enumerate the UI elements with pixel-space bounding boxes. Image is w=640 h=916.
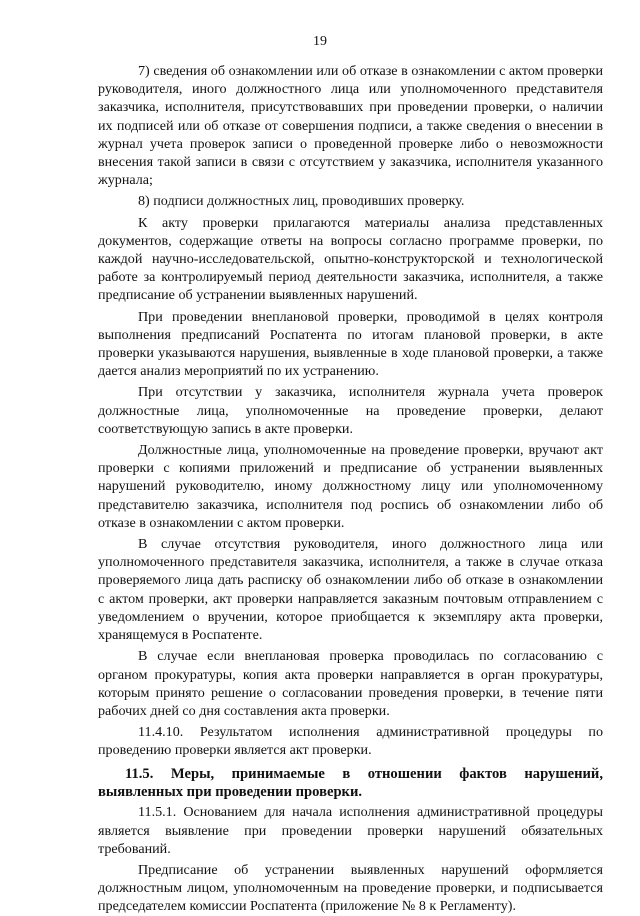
paragraph-11-4-10: 11.4.10. Результатом исполнения административной процедуры по проведению проверки является акт проверки. (98, 724, 603, 759)
paragraph-prosecutor-copy: В случае если внеплановая проверка проводилась по согласованию с органом прокуратуры, копия акта проверки направляется в орган прокуратуры, которым принято решение о согласовании проведения проверки, в течение пяти рабочих дней со дня составления акта проверки. (98, 648, 603, 719)
paragraph-delivery-of-act: Должностные лица, уполномоченные на проведение проверки, вручают акт проверки с копиями приложений и предписание об устранении выявленных нарушений руководителю, иному должностному лицу или уполномоченному представителю заказчика, исполнителя под роспись об ознакомлении либо об отказе в ознакомлении с актом проверки. (98, 442, 603, 531)
section-heading-11-5: 11.5. Меры, принимаемые в отношении фактов нарушений, выявленных при проведении проверки. (98, 765, 603, 800)
paragraph-order-issuance: Предписание об устранении выявленных нарушений оформляется должностным лицом, уполномоченным на проведение проверки, и подписывается председателем комиссии Роспатента (приложение № 8 к Регламенту). (98, 861, 603, 915)
paragraph-11-5-1: 11.5.1. Основанием для начала исполнения административной процедуры является выявление при проведении проверки нарушений обязательных требований. (98, 804, 603, 857)
paragraph-unscheduled-inspection: При проведении внеплановой проверки, проводимой в целях контроля выполнения предписаний Роспатента по итогам плановой проверки, в акте проверки указываются нарушения, выявленные в ходе плановой проверки, а также дается анализ мероприятий по их устранению. (98, 308, 603, 380)
paragraph-no-logbook: При отсутствии у заказчика, исполнителя журнала учета проверок должностные лица, уполномоченные на проведение проверки, делают соответствующую запись в акте проверки. (98, 384, 603, 437)
paragraph-attachments: К акту проверки прилагаются материалы анализа представленных документов, содержащие ответы на вопросы согласно программе проверки, по каждой научно-исследовательской, опытно-конструкторской и технологической работе за контролируемый период деятельности заказчика, исполнителя, а также предписание об устранении выявленных нарушений. (98, 214, 603, 304)
paragraph-item-7: 7) сведения об ознакомлении или об отказе в ознакомлении с актом проверки руководителя, иного должностного лица или уполномоченного представителя заказчика, исполнителя, присутствовавших при проведении проверки, о наличии их подписей или об отказе от совершения подписи, а также сведения о внесении в журнал учета проверок записи о проведенной проверке либо о невозможности внесения такой записи в связи с отсутствием у заказчика, исполнителя указанного журнала; (98, 63, 603, 189)
page-body (98, 62, 603, 916)
page-number: 19 (313, 34, 327, 49)
paragraph-item-8: 8) подписи должностных лиц, проводивших проверку. (138, 193, 465, 210)
paragraph-absence-of-head: В случае отсутствия руководителя, иного должностного лица или уполномоченного представителя заказчика, исполнителя, а также в случае отказа проверяемого лица дать расписку об ознакомлении либо об отказе в ознакомлении с актом проверки, акт проверки направляется заказным почтовым отправлением с уведомлением о вручении, которое приобщается к экземпляру акта проверки, хранящемуся в Роспатенте. (98, 536, 603, 644)
